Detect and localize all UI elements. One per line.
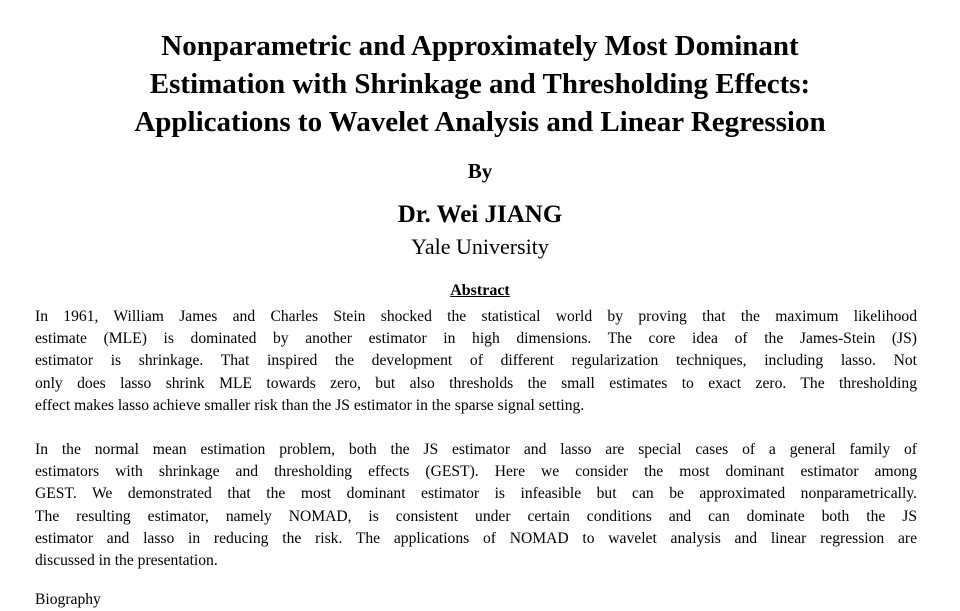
abstract-line: GEST. We demonstrated that the most dominant estimator is infeasible but can be approximated nonparametrically. [35,485,917,503]
abstract-paragraph-2 [35,439,917,572]
by-label: By [467,159,493,183]
abstract-line: In 1961, William James and Charles Stein shocked the statistical world by proving that the maximum likelihood [35,308,917,325]
abstract-heading [0,280,960,302]
abstract-line: estimator is shrinkage. That inspired the development of different regularization techniques, including lasso. Not [35,352,917,370]
title-line-3: Applications to Wavelet Analysis and Linear Regression [134,106,826,138]
abstract-line: estimator and lasso in reducing the risk. The applications of NOMAD to wavelet analysis and linear regression are [35,529,917,547]
paper-title [20,27,940,141]
abstract-heading-text: Abstract [450,282,510,299]
author-name: Dr. Wei JIANG [397,201,563,228]
abstract-line: effect makes lasso achieve smaller risk than the JS estimator in the sparse signal setting. [35,396,585,414]
abstract-paragraph-1 [35,306,917,417]
abstract-line: In the normal mean estimation problem, both the JS estimator and lasso are special cases of a general family of [35,441,917,459]
biography-heading: Biography [35,591,101,608]
abstract-line: only does lasso shrink MLE towards zero, but also thresholds the small estimates to exact zero. The thresholding [35,374,917,392]
title-line-2: Estimation with Shrinkage and Thresholding Effects: [149,68,811,100]
abstract-line: estimate (MLE) is dominated by another estimator in high dimensions. The core idea of the James-Stein (JS) [35,330,917,348]
abstract-line: discussed in the presentation. [35,552,218,570]
abstract-line: estimators with shrinkage and thresholding effects (GEST). Here we consider the most dominant estimator among [35,463,917,481]
title-line-1: Nonparametric and Approximately Most Dominant [161,30,799,62]
abstract-body [35,306,917,594]
abstract-line: The resulting estimator, namely NOMAD, is consistent under certain conditions and can dominate both the JS [35,507,917,525]
author-affiliation: Yale University [411,234,549,259]
